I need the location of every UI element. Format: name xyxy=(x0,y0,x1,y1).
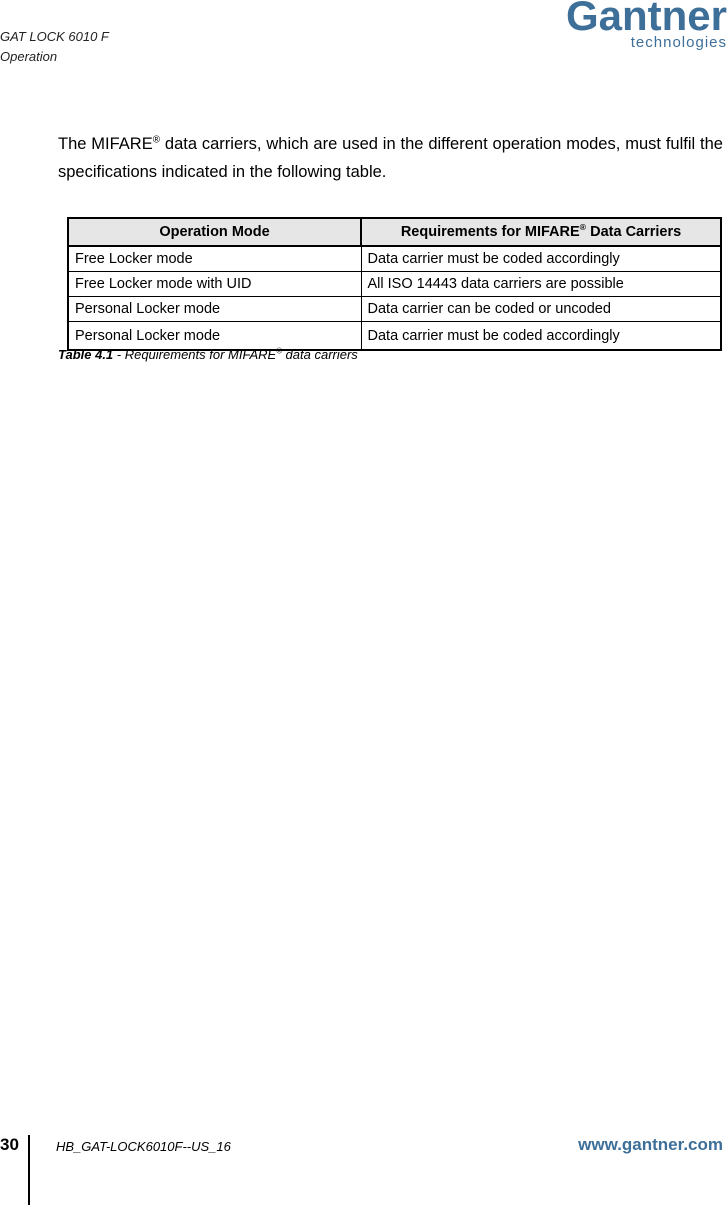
requirements-table xyxy=(67,217,722,351)
table-row xyxy=(68,272,721,297)
table-caption xyxy=(58,346,358,364)
logo-tagline: technologies xyxy=(630,34,727,51)
product-name: GAT LOCK 6010 F xyxy=(0,29,109,44)
table-header-row xyxy=(68,218,721,246)
caption-text-end: data carriers xyxy=(281,347,358,362)
caption-label: Table 4.1 xyxy=(58,347,114,362)
cell-mode: Personal Locker mode xyxy=(68,322,361,351)
logo-wordmark: Gantner xyxy=(565,0,727,39)
footer-divider xyxy=(28,1135,30,1205)
cell-requirement: Data carrier must be coded accordingly xyxy=(361,322,721,351)
cell-requirement: Data carrier must be coded accordingly xyxy=(361,246,721,272)
col-header-requirements-text: Requirements for MIFARE xyxy=(400,224,580,240)
section-name: Operation xyxy=(0,49,58,64)
col-header-requirements xyxy=(361,218,721,246)
col-header-requirements-suffix: Data Carriers xyxy=(586,224,682,240)
page-number: 30 xyxy=(0,1135,19,1154)
cell-mode: Free Locker mode xyxy=(68,246,361,272)
col-header-operation-mode: Operation Mode xyxy=(68,218,361,246)
table-row xyxy=(68,297,721,322)
website-link[interactable]: www.gantner.com xyxy=(578,1135,723,1154)
registered-mark: ® xyxy=(579,222,587,233)
registered-mark: ® xyxy=(276,346,282,356)
intro-text-end: data carriers, which are used in the different operation modes, must fulfil the specifications indicated in the following table. xyxy=(58,134,723,181)
intro-text-start: The MIFARE xyxy=(58,134,153,153)
gantner-logo xyxy=(553,0,727,56)
registered-mark: ® xyxy=(152,134,161,145)
running-header xyxy=(0,27,109,67)
table-row xyxy=(68,246,721,272)
cell-requirement: All ISO 14443 data carriers are possible xyxy=(361,272,721,297)
intro-paragraph xyxy=(58,130,723,186)
caption-text: - Requirements for MIFARE xyxy=(113,347,277,362)
cell-mode: Free Locker mode with UID xyxy=(68,272,361,297)
cell-requirement: Data carrier can be coded or uncoded xyxy=(361,297,721,322)
cell-mode: Personal Locker mode xyxy=(68,297,361,322)
document-id: HB_GAT-LOCK6010F--US_16 xyxy=(56,1139,231,1154)
